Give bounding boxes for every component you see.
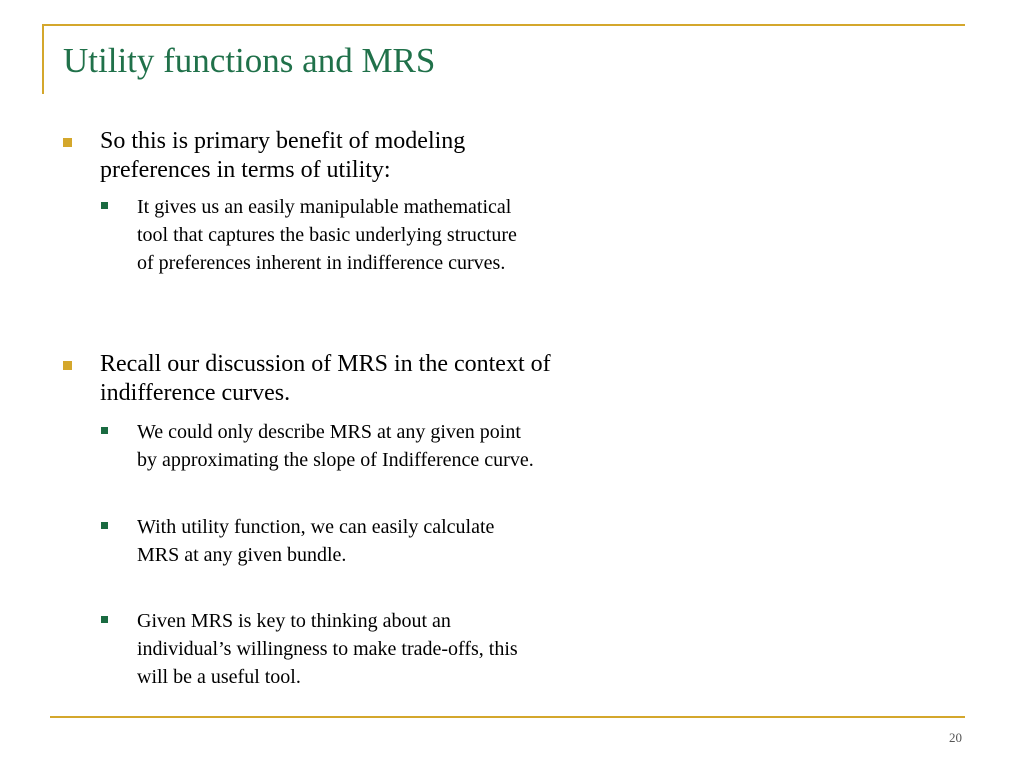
sub-bullet-text bbox=[137, 513, 661, 569]
bullet-text bbox=[100, 127, 663, 185]
sub-bullet-text bbox=[137, 607, 661, 691]
bullet-text bbox=[100, 350, 663, 408]
page-number: 20 bbox=[949, 730, 962, 745]
sub-bullet-text-line: It gives us an easily manipulable mathematical bbox=[137, 196, 512, 218]
sub-bullet-text-line: Given MRS is key to thinking about an bbox=[137, 610, 451, 632]
sub-bullet-text-line: MRS at any given bundle. bbox=[137, 544, 347, 566]
bullet-text-line: preferences in terms of utility: bbox=[100, 157, 391, 183]
sub-bullet-text-line: by approximating the slope of Indifference curve. bbox=[137, 449, 534, 471]
sub-bullet-square-icon bbox=[101, 522, 108, 529]
sub-bullet-square-icon bbox=[101, 616, 108, 623]
sub-bullet-manipulable-tool bbox=[101, 193, 661, 277]
sub-bullet-text-line: We could only describe MRS at any given point bbox=[137, 421, 521, 443]
slide-title: Utility functions and MRS bbox=[63, 41, 436, 80]
title-top-rule bbox=[42, 24, 965, 26]
sub-bullet-square-icon bbox=[101, 202, 108, 209]
sub-bullet-text-line: tool that captures the basic underlying structure bbox=[137, 224, 517, 246]
bullet-primary-benefit bbox=[63, 127, 663, 185]
bullet-text-line: indifference curves. bbox=[100, 380, 291, 406]
sub-bullet-text bbox=[137, 418, 661, 474]
title-left-rule bbox=[42, 24, 44, 94]
sub-bullet-text bbox=[137, 193, 661, 277]
sub-bullet-text-line: individual’s willingness to make trade-offs, this bbox=[137, 638, 518, 660]
sub-bullet-useful-tool bbox=[101, 607, 661, 691]
footer-rule bbox=[50, 716, 965, 718]
bullet-recall-mrs bbox=[63, 350, 663, 408]
sub-bullet-text-line: will be a useful tool. bbox=[137, 666, 301, 688]
sub-bullet-calculate-mrs bbox=[101, 513, 661, 569]
sub-bullet-square-icon bbox=[101, 427, 108, 434]
bullet-square-icon bbox=[63, 361, 72, 370]
bullet-square-icon bbox=[63, 138, 72, 147]
sub-bullet-text-line: With utility function, we can easily calculate bbox=[137, 516, 495, 538]
sub-bullet-approximate-slope bbox=[101, 418, 661, 474]
sub-bullet-text-line: of preferences inherent in indifference curves. bbox=[137, 252, 506, 274]
bullet-text-line: Recall our discussion of MRS in the context of bbox=[100, 351, 551, 377]
bullet-text-line: So this is primary benefit of modeling bbox=[100, 128, 466, 154]
